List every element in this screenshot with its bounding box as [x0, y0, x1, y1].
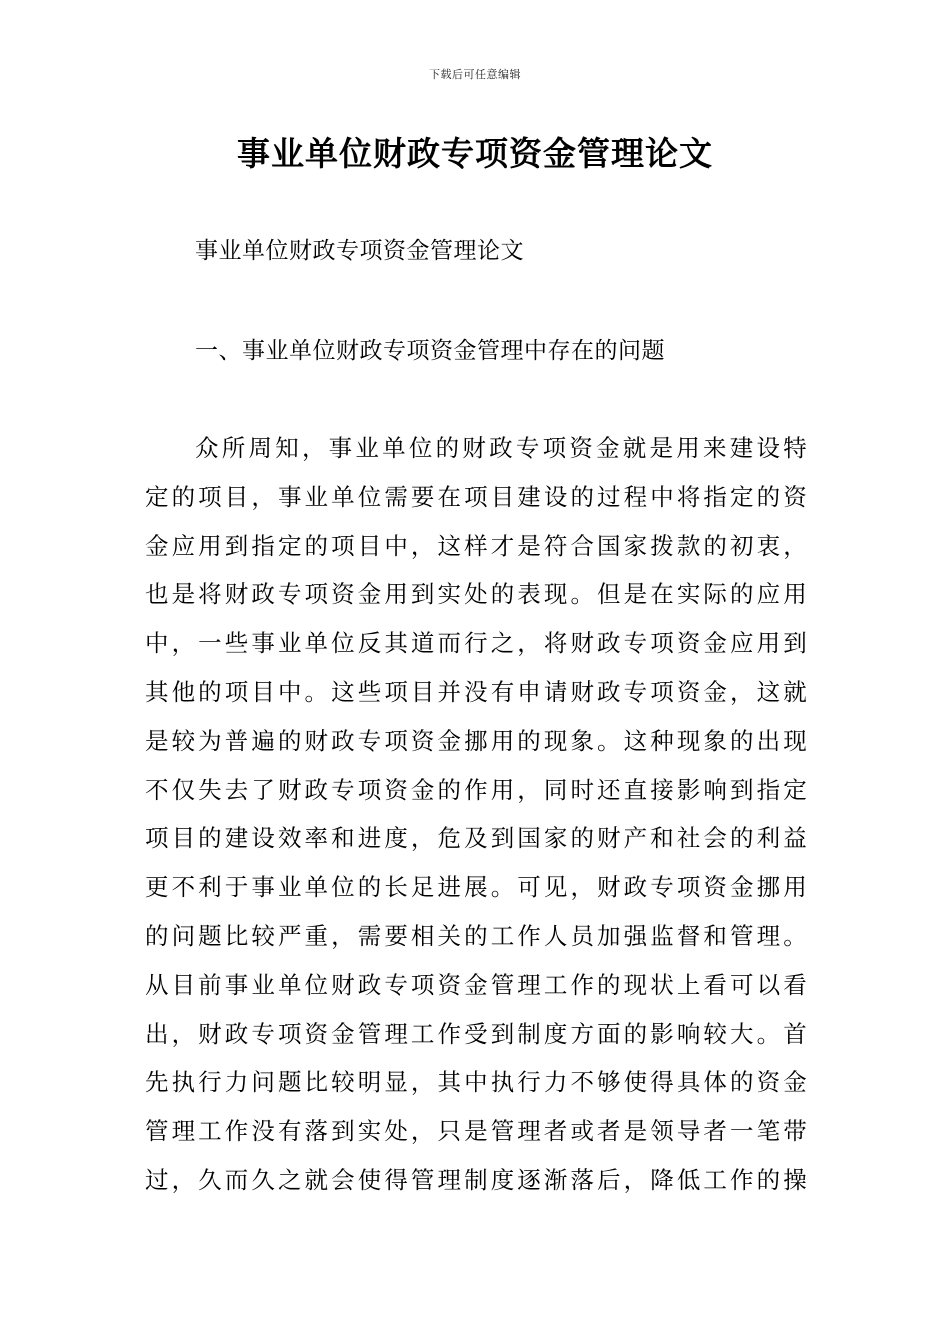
body-line: 其他的项目中。这些项目并没有申请财政专项资金，这就	[145, 677, 807, 706]
header-note: 下载后可任意编辑	[429, 68, 521, 81]
body-line: 中，一些事业单位反其道而行之，将财政专项资金应用到	[145, 629, 807, 658]
body-line: 管理工作没有落到实处，只是管理者或者是领导者一笔带	[145, 1117, 807, 1146]
body-line: 出，财政专项资金管理工作受到制度方面的影响较大。首	[145, 1019, 807, 1048]
body-line: 不仅失去了财政专项资金的作用，同时还直接影响到指定	[145, 775, 807, 804]
body-line: 是较为普遍的财政专项资金挪用的现象。这种现象的出现	[145, 726, 807, 755]
body-line: 众所周知，事业单位的财政专项资金就是用来建设特	[195, 434, 807, 462]
body-line: 金应用到指定的项目中，这样才是符合国家拨款的初衷，	[145, 531, 807, 560]
body-line: 从目前事业单位财政专项资金管理工作的现状上看可以看	[145, 970, 807, 999]
section-heading: 一、事业单位财政专项资金管理中存在的问题	[195, 338, 665, 364]
body-paragraph	[145, 431, 807, 1212]
body-line: 也是将财政专项资金用到实处的表现。但是在实际的应用	[145, 580, 807, 609]
body-line: 更不利于事业单位的长足进展。可见，财政专项资金挪用	[145, 873, 807, 902]
body-line: 过，久而久之就会使得管理制度逐渐落后，降低工作的操	[145, 1165, 807, 1194]
body-line: 定的项目，事业单位需要在项目建设的过程中将指定的资	[145, 482, 807, 511]
body-line: 先执行力问题比较明显，其中执行力不够使得具体的资金	[145, 1068, 807, 1097]
document-subtitle: 事业单位财政专项资金管理论文	[195, 238, 524, 264]
body-line: 的问题比较严重，需要相关的工作人员加强监督和管理。	[145, 921, 807, 950]
body-line: 项目的建设效率和进度，危及到国家的财产和社会的利益	[145, 824, 807, 853]
document-title: 事业单位财政专项资金管理论文	[237, 134, 713, 173]
